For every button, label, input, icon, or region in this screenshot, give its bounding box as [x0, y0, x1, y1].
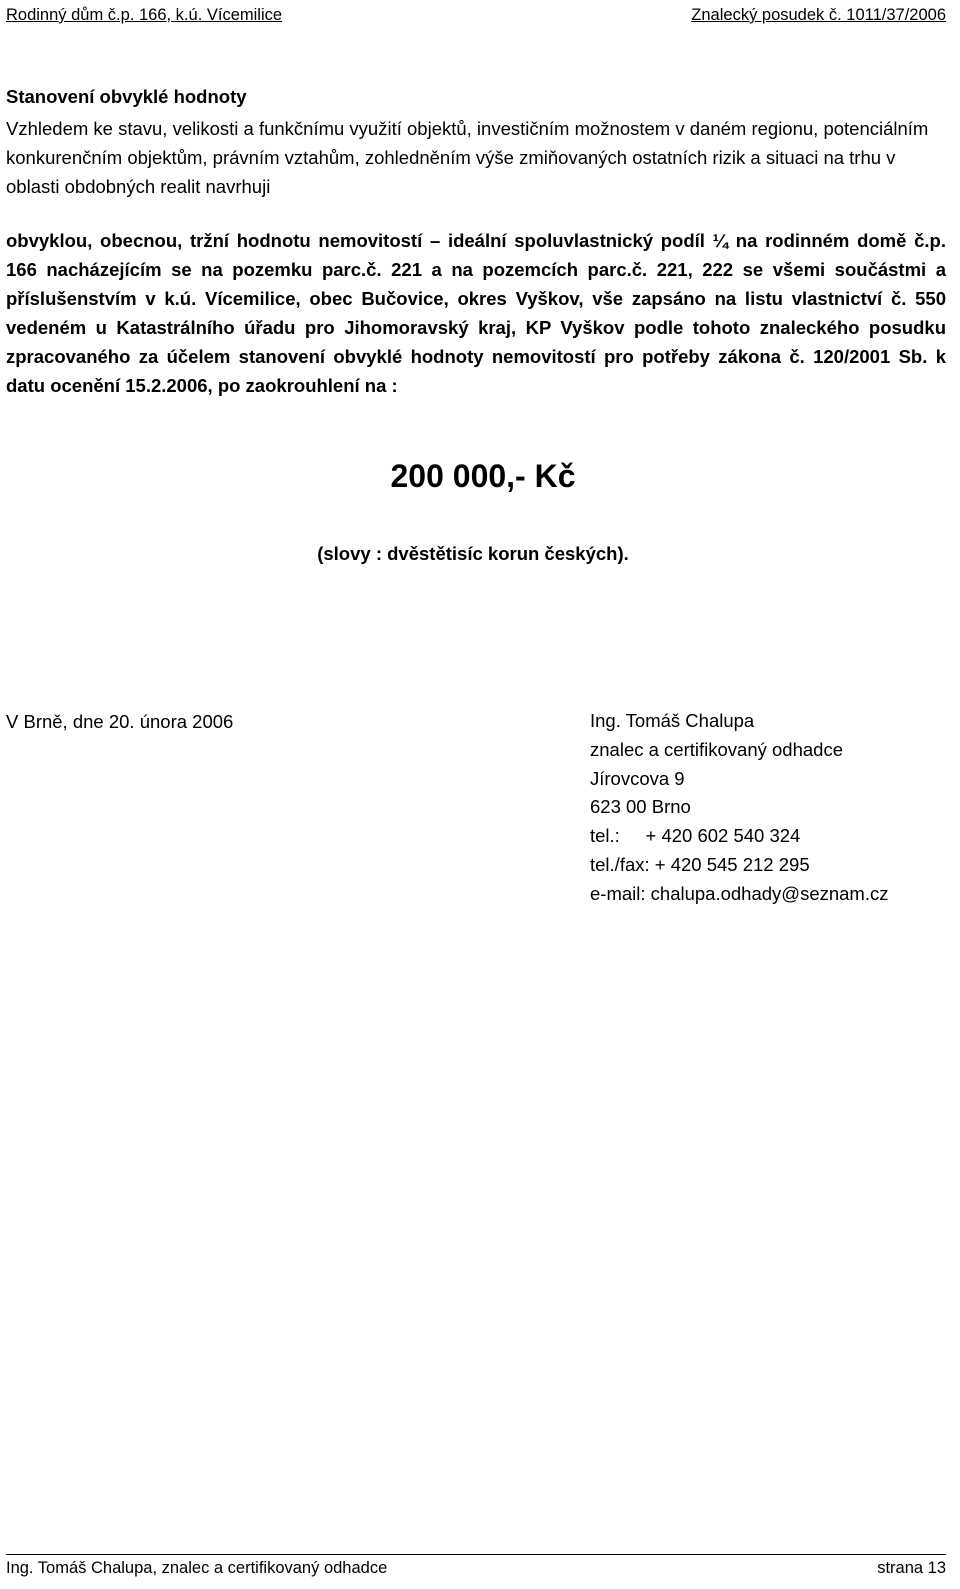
- expert-title: znalec a certifikovaný odhadce: [590, 738, 843, 760]
- valuation-amount-words: (slovy : dvěstětisíc korun českých).: [317, 543, 629, 564]
- signature-block: [590, 707, 888, 909]
- page-footer: [6, 1557, 946, 1579]
- section-heading: Stanovení obvyklé hodnoty: [6, 86, 247, 107]
- valuation-amount: 200 000,- Kč: [390, 458, 576, 494]
- page-number: strana 13: [877, 1559, 946, 1577]
- address-street: Jírovcova 9: [590, 767, 685, 789]
- header-property: Rodinný dům č.p. 166, k.ú. Vícemilice: [6, 6, 283, 24]
- page-header: [6, 4, 946, 26]
- header-report-number: Znalecký posudek č. 1011/37/2006: [691, 6, 946, 24]
- email: e-mail: chalupa.odhady@seznam.cz: [590, 882, 889, 904]
- address-city: 623 00 Brno: [590, 796, 691, 818]
- expert-name: Ing. Tomáš Chalupa: [590, 710, 755, 731]
- phone: tel.: + 420 602 540 324: [590, 825, 801, 847]
- footer-author: Ing. Tomáš Chalupa, znalec a certifikovaný odhadce: [6, 1559, 388, 1577]
- place-and-date: V Brně, dne 20. února 2006: [6, 711, 234, 732]
- footer-divider: [6, 1554, 946, 1555]
- intro-paragraph: Vzhledem ke stavu, velikosti a funkčnímu využití objektů, investičním možnostem v daném regionu, potenciálním konkurenčním objektům, právním vztahům, zohledněním výše zmiňovaných ostatních rizik a situaci na trhu v oblasti obdobných realit navrhuji: [6, 118, 929, 197]
- valuation-conclusion: obvyklou, obecnou, tržní hodnotu nemovitostí – ideální spoluvlastnický podíl ¼ na rodinném domě č.p. 166 nacházejícím se na pozemku parc.č. 221 a na pozemcích parc.č. 221, 222 se všemi součástmi a příslušenstvím v k.ú. Vícemilice, obec Bučovice, okres Vyškov, vše zapsáno na listu vlastnictví č. 550 vedeném u Katastrálního úřadu pro Jihomoravský kraj, KP Vyškov podle tohoto znaleckého posudku zpracovaného za účelem stanovení obvyklé hodnoty nemovitostí pro potřeby zákona č. 120/2001 Sb. k datu ocenění 15.2.2006, po zaokrouhlení na :: [6, 230, 946, 396]
- phone-fax: tel./fax: + 420 545 212 295: [590, 853, 810, 875]
